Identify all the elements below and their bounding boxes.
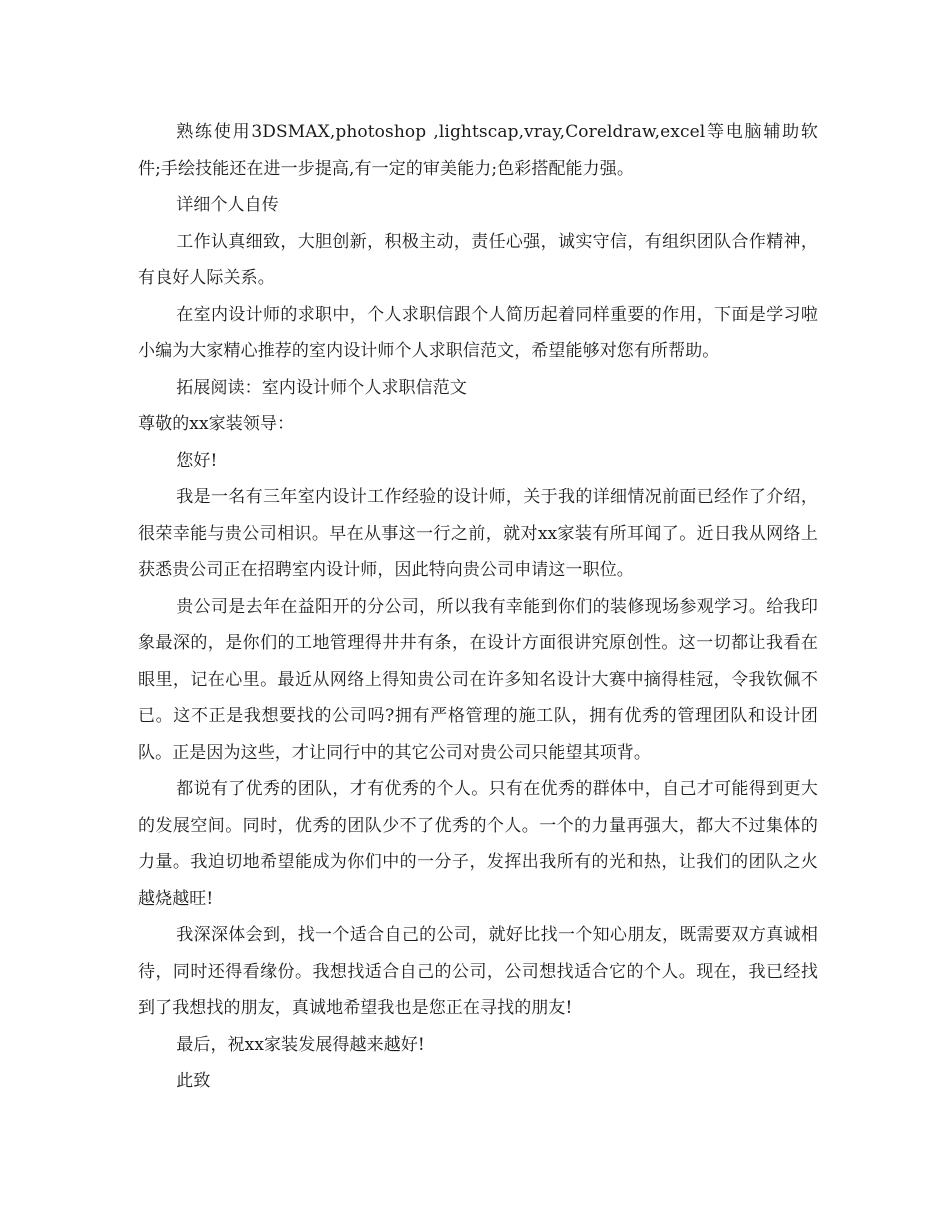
- paragraph-intro: 在室内设计师的求职中，个人求职信跟个人简历起着同样重要的作用，下面是学习啦小编为大家精心推荐的室内设计师个人求职信范文，希望能够对您有所帮助。: [138, 304, 818, 361]
- letter-salutation: 尊敬的xx家装领导：: [138, 414, 295, 434]
- letter-closing: 此致: [176, 1071, 211, 1091]
- letter-body-paragraph: 贵公司是去年在益阳开的分公司，所以我有幸能到你们的装修现场参观学习。给我印象最深的，是你们的工地管理得井井有条，在设计方面很讲究原创性。这一切都让我看在眼里，记在心里。最近从网络上得知贵公司在许多知名设计大赛中摘得桂冠，令我钦佩不已。这不正是我想要找的公司吗?拥有严格管理的施工队，拥有优秀的管理团队和设计团队。正是因为这些，才让同行中的其它公司对贵公司只能望其项背。: [138, 596, 818, 763]
- paragraph-skills: 熟练使用3DSMAX,photoshop ,lightscap,vray,Coreldraw,excel等电脑辅助软件;手绘技能还在进一步提高,有一定的审美能力;色彩搭配能力强。: [138, 122, 818, 179]
- paragraph-bio-heading: 详细个人自传: [176, 195, 279, 215]
- document-body: [138, 114, 818, 1100]
- letter-body-paragraph: 我深深体会到，找一个适合自己的公司，就好比找一个知心朋友，既需要双方真诚相待，同时还得看缘份。我想找适合自己的公司，公司想找适合它的个人。现在，我已经找到了我想找的朋友，真诚地希望我也是您正在寻找的朋友!: [138, 925, 818, 1018]
- letter-body-paragraph: 我是一名有三年室内设计工作经验的设计师，关于我的详细情况前面已经作了介绍，很荣幸能与贵公司相识。早在从事这一行之前，就对xx家装有所耳闻了。近日我从网络上获悉贵公司正在招聘室内设计师，因此特向贵公司申请这一职位。: [138, 487, 818, 580]
- letter-closing-wish: 最后，祝xx家装发展得越来越好!: [176, 1034, 425, 1055]
- paragraph-bio-text: 工作认真细致，大胆创新，积极主动，责任心强，诚实守信，有组织团队合作精神，有良好人际关系。: [138, 231, 818, 288]
- letter-greeting: 您好!: [176, 450, 218, 471]
- letter-body-paragraph: 都说有了优秀的团队，才有优秀的个人。只有在优秀的群体中，自己才可能得到更大的发展空间。同时，优秀的团队少不了优秀的个人。一个的力量再强大，都大不过集体的力量。我迫切地希望能成为你们中的一分子，发挥出我所有的光和热，让我们的团队之火越烧越旺!: [138, 779, 818, 909]
- paragraph-extended-reading: 拓展阅读：室内设计师个人求职信范文: [176, 377, 467, 398]
